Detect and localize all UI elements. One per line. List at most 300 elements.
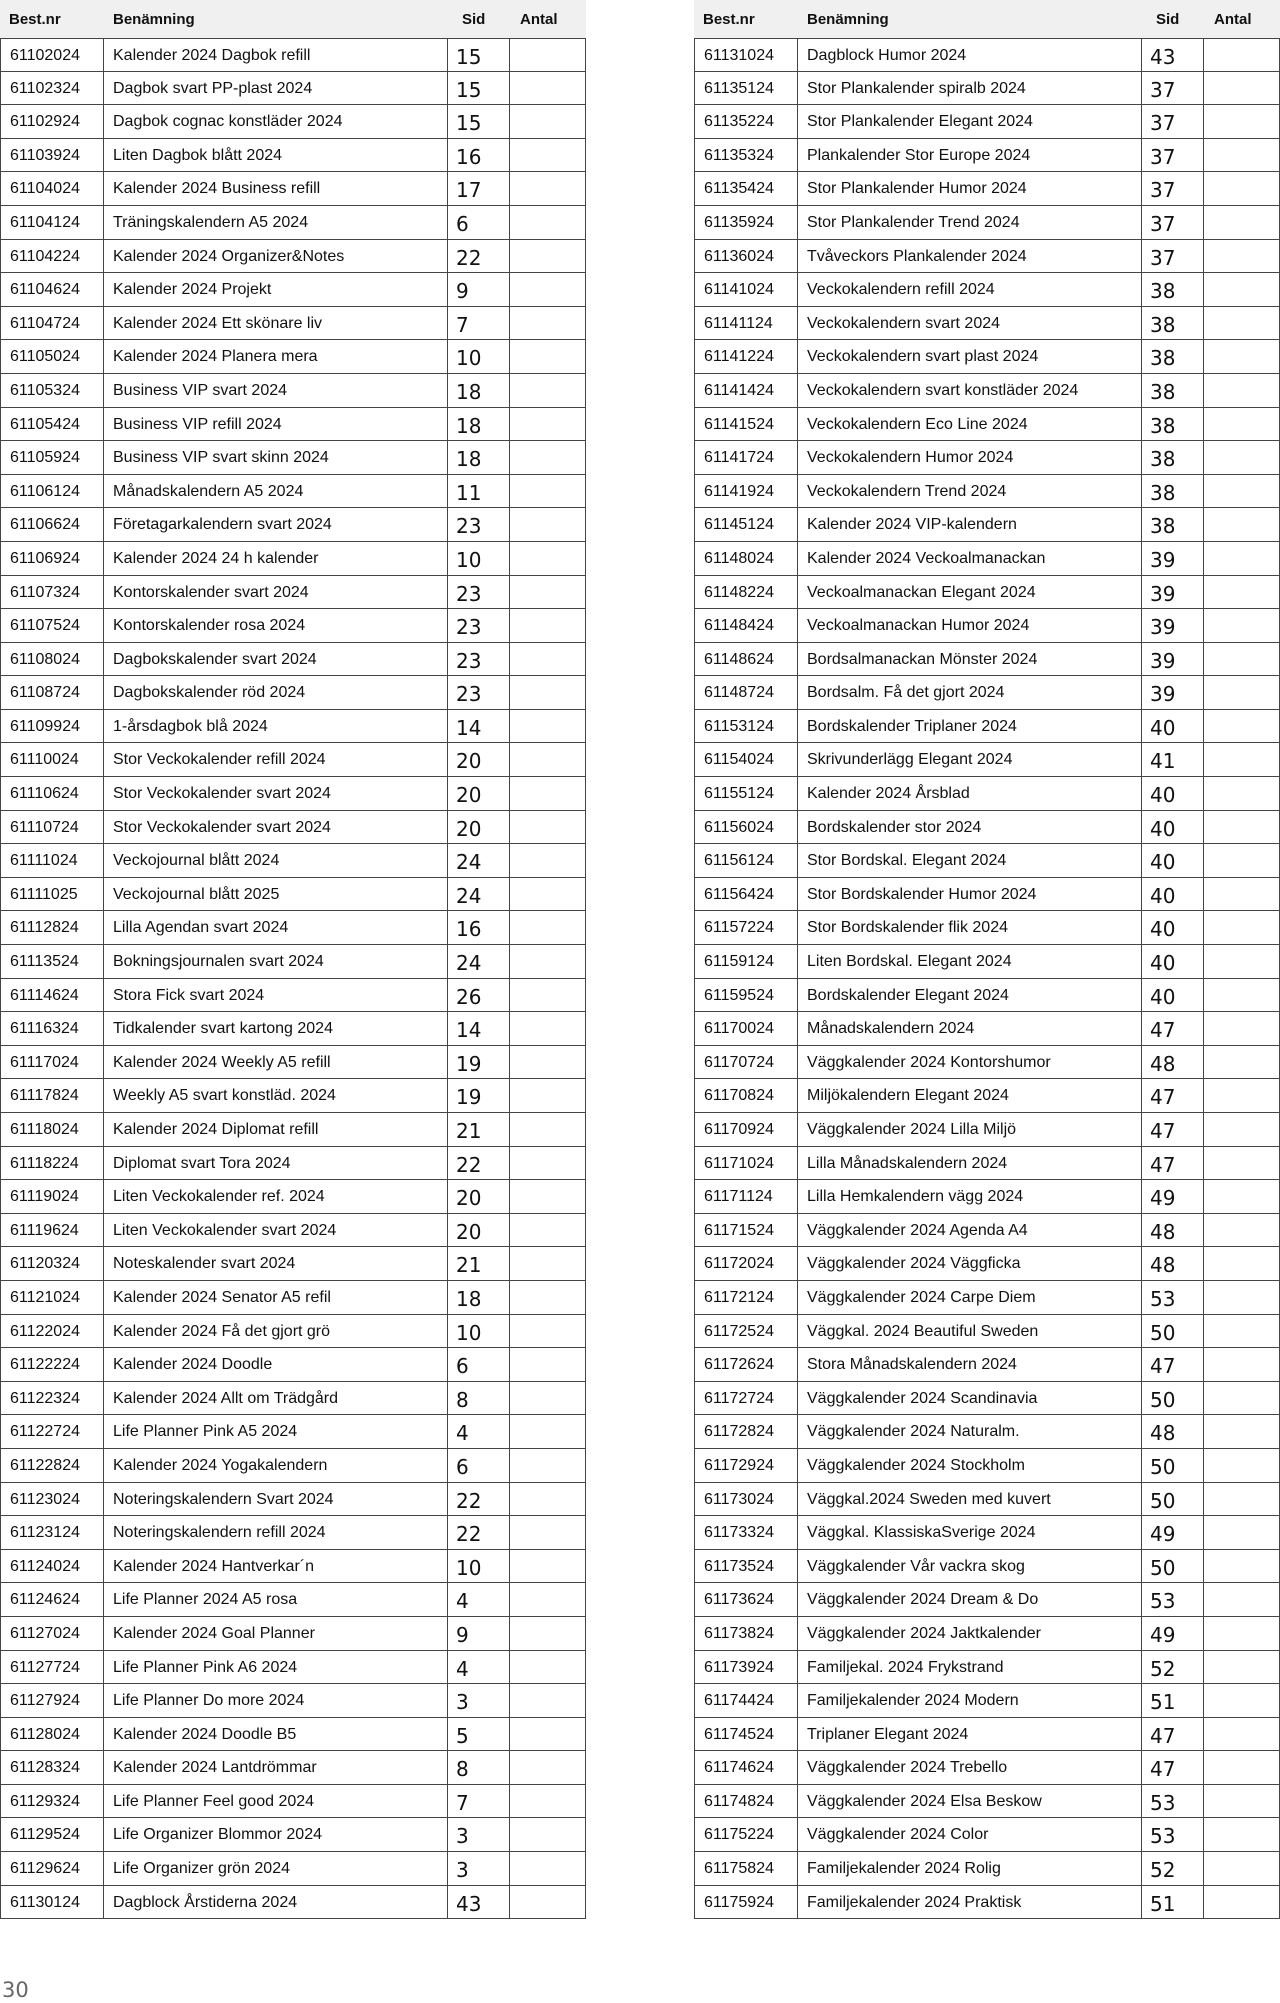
item-page: 43 xyxy=(448,1886,510,1919)
header-benamning: Benämning xyxy=(807,10,889,28)
quantity-cell[interactable] xyxy=(1204,1180,1280,1213)
item-name: Kalender 2024 Yogakalendern xyxy=(104,1449,448,1482)
item-name: Kalender 2024 Planera mera xyxy=(104,340,448,373)
quantity-cell[interactable] xyxy=(1204,1012,1280,1045)
quantity-cell[interactable] xyxy=(510,1415,586,1448)
quantity-cell[interactable] xyxy=(510,979,586,1012)
table-row xyxy=(694,1818,1280,1852)
quantity-cell[interactable] xyxy=(1204,643,1280,676)
item-name: Weekly A5 svart konstläd. 2024 xyxy=(104,1079,448,1112)
quantity-cell[interactable] xyxy=(510,441,586,474)
quantity-cell[interactable] xyxy=(1204,1449,1280,1482)
item-page: 23 xyxy=(448,676,510,709)
quantity-cell[interactable] xyxy=(510,911,586,944)
table-row xyxy=(0,1046,586,1080)
header-sid: Sid xyxy=(462,10,486,28)
quantity-cell[interactable] xyxy=(1204,1046,1280,1079)
header-best-nr: Best.nr xyxy=(9,10,61,28)
table-row xyxy=(0,307,586,341)
item-number: 61141124 xyxy=(694,307,798,340)
item-page: 23 xyxy=(448,576,510,609)
item-name: Kalender 2024 Goal Planner xyxy=(104,1617,448,1650)
table-row xyxy=(694,1785,1280,1819)
item-page: 22 xyxy=(448,240,510,273)
quantity-cell[interactable] xyxy=(1204,844,1280,877)
item-number: 61111025 xyxy=(0,878,104,911)
item-number: 61104124 xyxy=(0,206,104,239)
item-number: 61148724 xyxy=(694,676,798,709)
quantity-cell[interactable] xyxy=(1204,1550,1280,1583)
quantity-cell[interactable] xyxy=(510,340,586,373)
item-page: 38 xyxy=(1142,508,1204,541)
item-page: 47 xyxy=(1142,1012,1204,1045)
quantity-cell[interactable] xyxy=(1204,105,1280,138)
quantity-cell[interactable] xyxy=(510,1617,586,1650)
quantity-cell[interactable] xyxy=(510,1583,586,1616)
quantity-cell[interactable] xyxy=(1204,576,1280,609)
quantity-cell[interactable] xyxy=(510,777,586,810)
item-number: 61172624 xyxy=(694,1348,798,1381)
quantity-cell[interactable] xyxy=(510,273,586,306)
item-name: Business VIP svart 2024 xyxy=(104,374,448,407)
item-name: Kalender 2024 Årsblad xyxy=(798,777,1142,810)
quantity-cell[interactable] xyxy=(510,1147,586,1180)
item-name: Väggkalender Vår vackra skog xyxy=(798,1550,1142,1583)
quantity-cell[interactable] xyxy=(1204,1617,1280,1650)
table-row xyxy=(0,172,586,206)
item-page: 15 xyxy=(448,72,510,105)
table-row xyxy=(694,1516,1280,1550)
quantity-cell[interactable] xyxy=(1204,542,1280,575)
item-page: 26 xyxy=(448,979,510,1012)
quantity-cell[interactable] xyxy=(510,1684,586,1717)
table-row xyxy=(0,844,586,878)
quantity-cell[interactable] xyxy=(510,1651,586,1684)
quantity-cell[interactable] xyxy=(1204,1214,1280,1247)
item-number: 61118024 xyxy=(0,1113,104,1146)
item-number: 61148024 xyxy=(694,542,798,575)
table-row xyxy=(694,1651,1280,1685)
quantity-cell[interactable] xyxy=(510,475,586,508)
item-name: Lilla Hemkalendern vägg 2024 xyxy=(798,1180,1142,1213)
item-page: 10 xyxy=(448,542,510,575)
item-number: 61145124 xyxy=(694,508,798,541)
item-number: 61103924 xyxy=(0,139,104,172)
table-row xyxy=(694,1180,1280,1214)
quantity-cell[interactable] xyxy=(510,1113,586,1146)
quantity-cell[interactable] xyxy=(510,72,586,105)
item-name: Väggkal.2024 Sweden med kuvert xyxy=(798,1483,1142,1516)
quantity-cell[interactable] xyxy=(1204,72,1280,105)
item-number: 61172124 xyxy=(694,1281,798,1314)
item-name: Plankalender Stor Europe 2024 xyxy=(798,139,1142,172)
quantity-cell[interactable] xyxy=(510,139,586,172)
table-row xyxy=(694,1247,1280,1281)
quantity-cell[interactable] xyxy=(1204,945,1280,978)
item-page: 37 xyxy=(1142,105,1204,138)
item-name: Företagarkalendern svart 2024 xyxy=(104,508,448,541)
item-name: Kontorskalender rosa 2024 xyxy=(104,609,448,642)
quantity-cell[interactable] xyxy=(510,1012,586,1045)
item-page: 47 xyxy=(1142,1348,1204,1381)
item-number: 61120324 xyxy=(0,1247,104,1280)
item-name: Veckokalendern svart konstläder 2024 xyxy=(798,374,1142,407)
item-name: Bordskalender Triplaner 2024 xyxy=(798,710,1142,743)
quantity-cell[interactable] xyxy=(1204,374,1280,407)
item-name: Stor Plankalender Humor 2024 xyxy=(798,172,1142,205)
item-page: 22 xyxy=(448,1483,510,1516)
item-page: 22 xyxy=(448,1516,510,1549)
quantity-cell[interactable] xyxy=(510,105,586,138)
item-name: Väggkalender 2024 Carpe Diem xyxy=(798,1281,1142,1314)
item-number: 61170024 xyxy=(694,1012,798,1045)
item-name: Månadskalendern 2024 xyxy=(798,1012,1142,1045)
item-page: 52 xyxy=(1142,1651,1204,1684)
quantity-cell[interactable] xyxy=(1204,777,1280,810)
item-name: Bordsalm. Få det gjort 2024 xyxy=(798,676,1142,709)
table-row xyxy=(0,911,586,945)
item-number: 61174424 xyxy=(694,1684,798,1717)
quantity-cell[interactable] xyxy=(510,1550,586,1583)
quantity-cell[interactable] xyxy=(1204,139,1280,172)
table-row xyxy=(0,72,586,106)
quantity-cell[interactable] xyxy=(510,172,586,205)
table-row xyxy=(0,710,586,744)
item-number: 61129624 xyxy=(0,1852,104,1885)
quantity-cell[interactable] xyxy=(1204,1852,1280,1885)
item-page: 7 xyxy=(448,307,510,340)
table-row xyxy=(0,1281,586,1315)
item-page: 20 xyxy=(448,777,510,810)
table-row xyxy=(0,206,586,240)
item-page: 39 xyxy=(1142,576,1204,609)
item-number: 61153124 xyxy=(694,710,798,743)
quantity-cell[interactable] xyxy=(1204,811,1280,844)
quantity-cell[interactable] xyxy=(510,1180,586,1213)
quantity-cell[interactable] xyxy=(510,240,586,273)
table-row xyxy=(0,1583,586,1617)
quantity-cell[interactable] xyxy=(1204,1113,1280,1146)
item-page: 24 xyxy=(448,844,510,877)
quantity-cell[interactable] xyxy=(510,945,586,978)
quantity-cell[interactable] xyxy=(1204,743,1280,776)
quantity-cell[interactable] xyxy=(510,1718,586,1751)
item-number: 61148224 xyxy=(694,576,798,609)
table-row xyxy=(694,1348,1280,1382)
item-page: 6 xyxy=(448,1348,510,1381)
item-page: 50 xyxy=(1142,1550,1204,1583)
item-name: Månadskalendern A5 2024 xyxy=(104,475,448,508)
table-row xyxy=(0,676,586,710)
quantity-cell[interactable] xyxy=(1204,1281,1280,1314)
quantity-cell[interactable] xyxy=(510,508,586,541)
table-row xyxy=(0,1214,586,1248)
table-row xyxy=(694,777,1280,811)
item-page: 40 xyxy=(1142,777,1204,810)
item-name: Kalender 2024 Få det gjort grö xyxy=(104,1315,448,1348)
item-name: Dagblock Årstiderna 2024 xyxy=(104,1886,448,1919)
table-row xyxy=(0,811,586,845)
quantity-cell[interactable] xyxy=(1204,911,1280,944)
quantity-cell[interactable] xyxy=(510,408,586,441)
quantity-cell[interactable] xyxy=(510,710,586,743)
item-page: 22 xyxy=(448,1147,510,1180)
quantity-cell[interactable] xyxy=(1204,1718,1280,1751)
quantity-cell[interactable] xyxy=(1204,878,1280,911)
quantity-cell[interactable] xyxy=(510,1852,586,1885)
quantity-cell[interactable] xyxy=(1204,1785,1280,1818)
quantity-cell[interactable] xyxy=(510,1315,586,1348)
item-name: Veckokalendern svart plast 2024 xyxy=(798,340,1142,373)
quantity-cell[interactable] xyxy=(1204,1886,1280,1919)
item-number: 61175924 xyxy=(694,1886,798,1919)
quantity-cell[interactable] xyxy=(510,542,586,575)
quantity-cell[interactable] xyxy=(510,1281,586,1314)
item-number: 61174824 xyxy=(694,1785,798,1818)
table-row xyxy=(694,576,1280,610)
quantity-cell[interactable] xyxy=(1204,340,1280,373)
quantity-cell[interactable] xyxy=(1204,1751,1280,1784)
quantity-cell[interactable] xyxy=(1204,1348,1280,1381)
item-page: 38 xyxy=(1142,374,1204,407)
quantity-cell[interactable] xyxy=(1204,39,1280,71)
item-name: Noteringskalendern refill 2024 xyxy=(104,1516,448,1549)
table-row xyxy=(694,1449,1280,1483)
quantity-cell[interactable] xyxy=(1204,1684,1280,1717)
quantity-cell[interactable] xyxy=(1204,408,1280,441)
table-row xyxy=(0,1348,586,1382)
quantity-cell[interactable] xyxy=(1204,206,1280,239)
quantity-cell[interactable] xyxy=(510,1449,586,1482)
item-number: 61141424 xyxy=(694,374,798,407)
item-number: 61172924 xyxy=(694,1449,798,1482)
header-best-nr: Best.nr xyxy=(703,10,755,28)
item-name: Veckoalmanackan Humor 2024 xyxy=(798,609,1142,642)
table-row xyxy=(0,643,586,677)
item-number: 61141524 xyxy=(694,408,798,441)
item-name: Veckojournal blått 2024 xyxy=(104,844,448,877)
table-row xyxy=(694,676,1280,710)
table-row xyxy=(694,172,1280,206)
item-name: Kalender 2024 Lantdrömmar xyxy=(104,1751,448,1784)
table-row xyxy=(694,743,1280,777)
table-row xyxy=(694,945,1280,979)
table-row xyxy=(694,72,1280,106)
item-name: Kalender 2024 Projekt xyxy=(104,273,448,306)
item-name: Stor Plankalender spiralb 2024 xyxy=(798,72,1142,105)
item-name: Kalender 2024 Allt om Trädgård xyxy=(104,1382,448,1415)
header-antal: Antal xyxy=(520,10,558,28)
table-row xyxy=(0,1147,586,1181)
item-name: Väggkalender 2024 Kontorshumor xyxy=(798,1046,1142,1079)
item-page: 23 xyxy=(448,508,510,541)
item-number: 61102324 xyxy=(0,72,104,105)
item-number: 61174524 xyxy=(694,1718,798,1751)
table-row xyxy=(694,1886,1280,1920)
item-name: Väggkalender 2024 Color xyxy=(798,1818,1142,1851)
item-number: 61104224 xyxy=(0,240,104,273)
quantity-cell[interactable] xyxy=(510,1348,586,1381)
table-row xyxy=(694,1415,1280,1449)
quantity-cell[interactable] xyxy=(510,1046,586,1079)
quantity-cell[interactable] xyxy=(510,1516,586,1549)
item-number: 61123124 xyxy=(0,1516,104,1549)
quantity-cell[interactable] xyxy=(510,643,586,676)
item-number: 61173024 xyxy=(694,1483,798,1516)
item-page: 38 xyxy=(1142,273,1204,306)
item-page: 48 xyxy=(1142,1046,1204,1079)
table-row xyxy=(694,408,1280,442)
quantity-cell[interactable] xyxy=(1204,1583,1280,1616)
item-page: 39 xyxy=(1142,542,1204,575)
item-number: 61172524 xyxy=(694,1315,798,1348)
quantity-cell[interactable] xyxy=(1204,1818,1280,1851)
quantity-cell[interactable] xyxy=(510,39,586,71)
quantity-cell[interactable] xyxy=(510,374,586,407)
item-name: Väggkalender 2024 Väggficka xyxy=(798,1247,1142,1280)
table-row xyxy=(0,1751,586,1785)
item-page: 3 xyxy=(448,1818,510,1851)
item-name: Liten Dagbok blått 2024 xyxy=(104,139,448,172)
quantity-cell[interactable] xyxy=(510,811,586,844)
quantity-cell[interactable] xyxy=(1204,1079,1280,1112)
item-number: 61141724 xyxy=(694,441,798,474)
quantity-cell[interactable] xyxy=(510,1818,586,1851)
item-name: Väggkalender 2024 Stockholm xyxy=(798,1449,1142,1482)
item-page: 7 xyxy=(448,1785,510,1818)
item-page: 39 xyxy=(1142,676,1204,709)
item-page: 51 xyxy=(1142,1684,1204,1717)
quantity-cell[interactable] xyxy=(1204,676,1280,709)
quantity-cell[interactable] xyxy=(1204,1651,1280,1684)
item-name: Veckokalendern Trend 2024 xyxy=(798,475,1142,508)
item-page: 50 xyxy=(1142,1483,1204,1516)
item-number: 61129524 xyxy=(0,1818,104,1851)
item-page: 20 xyxy=(448,811,510,844)
item-number: 61104624 xyxy=(0,273,104,306)
quantity-cell[interactable] xyxy=(510,1247,586,1280)
quantity-cell[interactable] xyxy=(510,676,586,709)
item-page: 3 xyxy=(448,1852,510,1885)
quantity-cell[interactable] xyxy=(1204,1315,1280,1348)
quantity-cell[interactable] xyxy=(1204,609,1280,642)
item-number: 61127724 xyxy=(0,1651,104,1684)
table-row xyxy=(694,542,1280,576)
table-row xyxy=(0,1315,586,1349)
table-row xyxy=(694,374,1280,408)
table-row xyxy=(0,441,586,475)
quantity-cell[interactable] xyxy=(510,844,586,877)
table-row xyxy=(0,340,586,374)
item-page: 50 xyxy=(1142,1382,1204,1415)
item-page: 14 xyxy=(448,710,510,743)
table-row xyxy=(0,1382,586,1416)
quantity-cell[interactable] xyxy=(1204,1247,1280,1280)
item-name: Lilla Agendan svart 2024 xyxy=(104,911,448,944)
item-number: 61111024 xyxy=(0,844,104,877)
quantity-cell[interactable] xyxy=(1204,1147,1280,1180)
quantity-cell[interactable] xyxy=(1204,979,1280,1012)
table-row xyxy=(694,206,1280,240)
item-number: 61105924 xyxy=(0,441,104,474)
item-name: Stor Plankalender Elegant 2024 xyxy=(798,105,1142,138)
item-page: 43 xyxy=(1142,39,1204,71)
quantity-cell[interactable] xyxy=(1204,273,1280,306)
item-name: Liten Bordskal. Elegant 2024 xyxy=(798,945,1142,978)
quantity-cell[interactable] xyxy=(1204,307,1280,340)
item-page: 15 xyxy=(448,105,510,138)
quantity-cell[interactable] xyxy=(510,206,586,239)
quantity-cell[interactable] xyxy=(1204,508,1280,541)
item-name: Stor Bordskalender flik 2024 xyxy=(798,911,1142,944)
item-name: Life Planner Do more 2024 xyxy=(104,1684,448,1717)
quantity-cell[interactable] xyxy=(510,609,586,642)
table-row xyxy=(694,1147,1280,1181)
table-row xyxy=(694,441,1280,475)
item-name: Träningskalendern A5 2024 xyxy=(104,206,448,239)
quantity-cell[interactable] xyxy=(1204,1415,1280,1448)
quantity-cell[interactable] xyxy=(1204,441,1280,474)
item-number: 61104724 xyxy=(0,307,104,340)
quantity-cell[interactable] xyxy=(510,1785,586,1818)
quantity-cell[interactable] xyxy=(510,878,586,911)
item-number: 61173824 xyxy=(694,1617,798,1650)
quantity-cell[interactable] xyxy=(1204,1516,1280,1549)
item-name: Väggkal. KlassiskaSverige 2024 xyxy=(798,1516,1142,1549)
item-name: Familjekalender 2024 Modern xyxy=(798,1684,1142,1717)
quantity-cell[interactable] xyxy=(1204,1382,1280,1415)
quantity-cell[interactable] xyxy=(510,1886,586,1919)
quantity-cell[interactable] xyxy=(1204,240,1280,273)
item-name: Veckokalendern svart 2024 xyxy=(798,307,1142,340)
item-number: 61124624 xyxy=(0,1583,104,1616)
quantity-cell[interactable] xyxy=(510,1483,586,1516)
item-name: Bordskalender stor 2024 xyxy=(798,811,1142,844)
item-number: 61113524 xyxy=(0,945,104,978)
quantity-cell[interactable] xyxy=(1204,172,1280,205)
quantity-cell[interactable] xyxy=(510,1751,586,1784)
item-name: Stora Månadskalendern 2024 xyxy=(798,1348,1142,1381)
item-name: Life Planner Pink A6 2024 xyxy=(104,1651,448,1684)
table-row xyxy=(0,1449,586,1483)
item-name: Kalender 2024 Weekly A5 refill xyxy=(104,1046,448,1079)
item-page: 6 xyxy=(448,206,510,239)
item-name: Noteringskalendern Svart 2024 xyxy=(104,1483,448,1516)
item-name: Väggkalender 2024 Jaktkalender xyxy=(798,1617,1142,1650)
quantity-cell[interactable] xyxy=(1204,710,1280,743)
item-name: Bokningsjournalen svart 2024 xyxy=(104,945,448,978)
item-number: 61175224 xyxy=(694,1818,798,1851)
quantity-cell[interactable] xyxy=(1204,475,1280,508)
quantity-cell[interactable] xyxy=(510,1214,586,1247)
quantity-cell[interactable] xyxy=(510,1382,586,1415)
item-number: 61171124 xyxy=(694,1180,798,1213)
item-page: 52 xyxy=(1142,1852,1204,1885)
table-row xyxy=(0,139,586,173)
quantity-cell[interactable] xyxy=(510,307,586,340)
item-name: Dagbokskalender röd 2024 xyxy=(104,676,448,709)
header-antal: Antal xyxy=(1214,10,1252,28)
item-page: 49 xyxy=(1142,1180,1204,1213)
item-name: Life Planner 2024 A5 rosa xyxy=(104,1583,448,1616)
quantity-cell[interactable] xyxy=(510,576,586,609)
table-row xyxy=(0,374,586,408)
item-name: Business VIP svart skinn 2024 xyxy=(104,441,448,474)
table-row xyxy=(0,1247,586,1281)
quantity-cell[interactable] xyxy=(1204,1483,1280,1516)
quantity-cell[interactable] xyxy=(510,1079,586,1112)
quantity-cell[interactable] xyxy=(510,743,586,776)
